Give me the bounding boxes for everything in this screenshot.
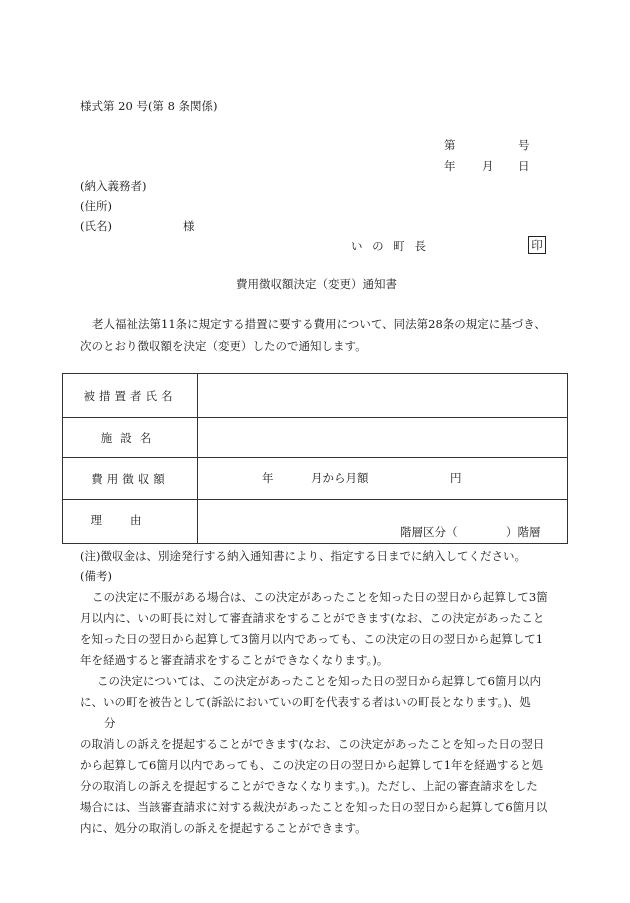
remarks-2-line: に、いの町を被告として(訴訟においていの町を代表する者はいの町長となります。)、処 <box>80 695 531 709</box>
remarks-2-line: から起算して6箇月以内であっても、この決定の日の翌日から起算して1年を経過すると処 <box>80 758 544 772</box>
payer-label: (納入義務者) <box>80 179 147 193</box>
label-facility: 施設名 <box>63 418 198 458</box>
value-fee-amount: 年 月から月額 円 <box>198 458 568 500</box>
table-row <box>63 418 568 458</box>
intro-line-2: 次のとおり徴収額を決定（変更）したので通知します。 <box>80 339 367 353</box>
remarks-1-line: 年を経過すると審査請求をすることができなくなります。)。 <box>80 653 389 667</box>
value-person-name <box>198 374 568 418</box>
table-row <box>63 500 568 544</box>
remarks-1-line: この決定に不服がある場合は、この決定があったことを知った日の翌日から起算して3箇 <box>92 590 548 604</box>
value-reason: 階層区分（ ）階層 <box>198 500 568 544</box>
label-reason: 理由 <box>63 500 198 544</box>
value-facility <box>198 418 568 458</box>
label-fee-amount: 費用徴収額 <box>63 458 198 500</box>
document-title: 費用徴収額決定（変更）通知書 <box>236 277 397 291</box>
payer-name-label: (氏名) <box>80 219 112 233</box>
remarks-2-line: 内に、処分の取消しの訴えを提起することができます。 <box>80 821 367 835</box>
remarks-2-line: 分 <box>104 716 116 730</box>
date-day: 日 <box>518 159 530 173</box>
fee-table <box>62 373 568 544</box>
issuer-name: い の 町 長 <box>351 239 429 253</box>
number-go: 号 <box>518 138 530 152</box>
intro-line-1: 老人福祉法第11条に規定する措置に要する費用について、同法第28条の規定に基づき、 <box>92 317 546 331</box>
form-number: 様式第 20 号(第 8 条関係) <box>80 99 218 113</box>
date-month: 月 <box>482 159 494 173</box>
payer-sama: 様 <box>183 219 195 233</box>
date-year: 年 <box>444 159 456 173</box>
remarks-1-line: を知った日の翌日から起算して3箇月以内であっても、この決定の日の翌日から起算して1 <box>80 632 544 646</box>
payment-note: (注)徴収金は、別途発行する納入通知書により、指定する日までに納入してください。 <box>80 549 526 563</box>
remarks-2-line: 分の取消しの訴えを提起することができなくなります。)。ただし、上記の審査請求をした <box>80 779 538 793</box>
remarks-2-line: 場合には、当該審査請求に対する裁決があったことを知った日の翌日から起算して6箇月以 <box>80 800 548 814</box>
label-person-name: 被措置者氏名 <box>63 374 198 418</box>
remarks-label: (備考) <box>80 569 112 583</box>
number-dai: 第 <box>444 138 456 152</box>
seal-stamp: 印 <box>528 236 546 254</box>
remarks-1-line: 月以内に、いの町長に対して審査請求をすることができます(なお、この決定があったこと <box>80 611 545 625</box>
payer-address-label: (住所) <box>80 199 112 213</box>
remarks-2-line: この決定については、この決定があったことを知った日の翌日から起算して6箇月以内 <box>97 674 541 688</box>
table-row <box>63 458 568 500</box>
remarks-2-line: の取消しの訴えを提起することができます(なお、この決定があったことを知った日の翌日 <box>80 737 545 751</box>
table-row <box>63 374 568 418</box>
